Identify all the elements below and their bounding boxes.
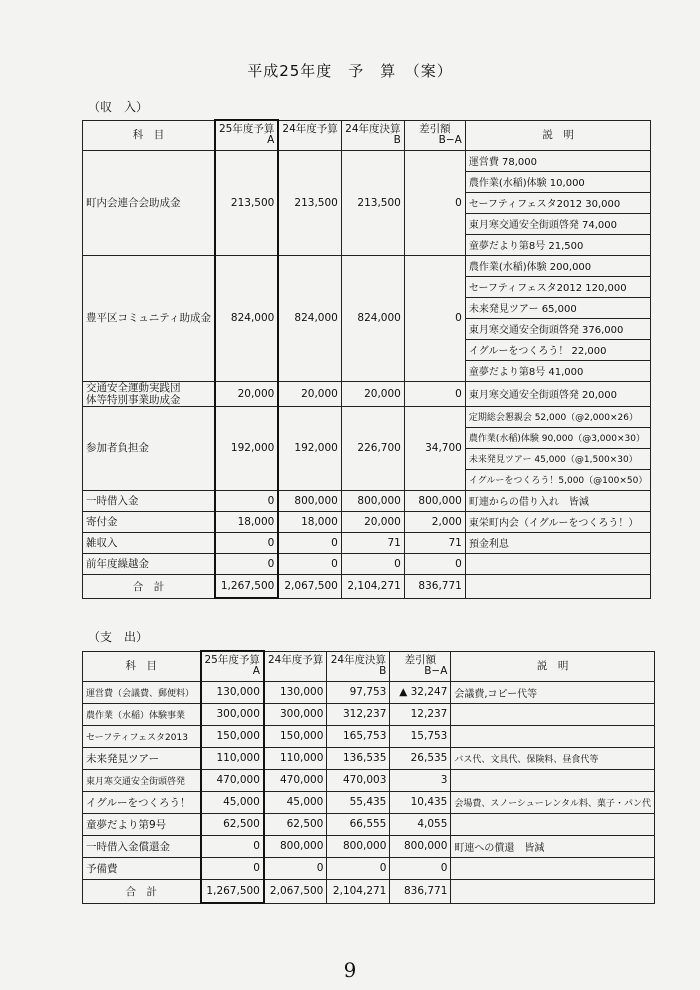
- expense-budget25: 62,500: [201, 813, 264, 835]
- expense-result24: 136,535: [327, 747, 390, 769]
- income-row: [83, 511, 651, 532]
- expense-item: 予備費: [83, 857, 201, 879]
- expense-budget24: 300,000: [264, 703, 327, 725]
- expense-budget24: 110,000: [264, 747, 327, 769]
- expense-item: 農作業（水稲）体験事業: [83, 703, 201, 725]
- expense-diff: 0: [390, 857, 451, 879]
- expense-desc: 会場費、スノーシューレンタル料、菓子・パン代: [451, 791, 655, 813]
- income-row: [83, 150, 651, 171]
- income-diff: 71: [404, 532, 465, 553]
- expense-budget24: 470,000: [264, 769, 327, 791]
- income-diff: 2,000: [404, 511, 465, 532]
- expense-desc: [451, 769, 655, 791]
- income-budget25: 0: [215, 553, 278, 574]
- expense-desc: [451, 857, 655, 879]
- income-result24: 0: [341, 553, 404, 574]
- income-item: 参加者負担金: [83, 406, 215, 490]
- income-total-budget24: 2,067,500: [278, 574, 341, 598]
- expense-row: [83, 791, 655, 813]
- income-result24: 226,700: [341, 406, 404, 490]
- expense-budget24: 45,000: [264, 791, 327, 813]
- expense-row: [83, 747, 655, 769]
- expense-total-label: 合 計: [83, 879, 201, 903]
- income-total-row: [83, 574, 651, 598]
- income-desc: 町連からの借り入れ 皆減: [465, 490, 651, 511]
- expense-header-budget25: 25年度予算 A: [201, 651, 264, 681]
- income-result24: 20,000: [341, 381, 404, 406]
- income-desc: セーフティフェスタ2012 30,000: [465, 192, 651, 213]
- income-header-desc: 説 明: [465, 120, 651, 150]
- income-item: 前年度繰越金: [83, 553, 215, 574]
- income-total-diff: 836,771: [404, 574, 465, 598]
- income-header-diff: 差引額 B−A: [404, 120, 465, 150]
- income-header-budget24: 24年度予算: [278, 120, 341, 150]
- income-result24: 824,000: [341, 255, 404, 381]
- expense-item: イグルーをつくろう！: [83, 791, 201, 813]
- income-diff: 0: [404, 255, 465, 381]
- income-budget24: 0: [278, 553, 341, 574]
- income-result24: 71: [341, 532, 404, 553]
- expense-total-desc: [451, 879, 655, 903]
- expense-item: 運営費（会議費、郵便料）: [83, 681, 201, 703]
- income-result24: 213,500: [341, 150, 404, 255]
- income-heading: （収 入）: [88, 100, 149, 114]
- expense-row: [83, 703, 655, 725]
- income-row: [83, 381, 651, 406]
- income-item: 町内会連合会助成金: [83, 150, 215, 255]
- expense-result24: 55,435: [327, 791, 390, 813]
- income-desc: 童夢だより第8号 41,000: [465, 360, 651, 381]
- expense-diff: 800,000: [390, 835, 451, 857]
- expense-budget25: 150,000: [201, 725, 264, 747]
- expense-desc: [451, 703, 655, 725]
- expense-total-result24: 2,104,271: [327, 879, 390, 903]
- income-item: 豊平区コミュニティ助成金: [83, 255, 215, 381]
- expense-budget25: 130,000: [201, 681, 264, 703]
- income-desc: イグルーをつくろう！5,000（@100×50）: [465, 469, 651, 490]
- income-header-item: 科 目: [83, 120, 215, 150]
- expense-header-item: 科 目: [83, 651, 201, 681]
- income-item: 一時借入金: [83, 490, 215, 511]
- income-diff: 0: [404, 553, 465, 574]
- expense-budget25: 45,000: [201, 791, 264, 813]
- income-desc: [465, 553, 651, 574]
- income-diff: 800,000: [404, 490, 465, 511]
- expense-row: [83, 681, 655, 703]
- income-desc: イグルーをつくろう！ 22,000: [465, 339, 651, 360]
- income-budget25: 0: [215, 532, 278, 553]
- income-budget24: 192,000: [278, 406, 341, 490]
- expense-header-diff: 差引額 B−A: [390, 651, 451, 681]
- expense-total-budget24: 2,067,500: [264, 879, 327, 903]
- income-desc: 東月寒交通安全街頭啓発 376,000: [465, 318, 651, 339]
- expense-diff: ▲ 32,247: [390, 681, 451, 703]
- expense-item: 東月寒交通安全街頭啓発: [83, 769, 201, 791]
- income-item: 雑収入: [83, 532, 215, 553]
- income-budget25: 824,000: [215, 255, 278, 381]
- income-total-result24: 2,104,271: [341, 574, 404, 598]
- expense-item: セーフティフェスタ2013: [83, 725, 201, 747]
- income-row: [83, 255, 651, 276]
- expense-diff: 3: [390, 769, 451, 791]
- expense-row: [83, 725, 655, 747]
- expense-diff: 10,435: [390, 791, 451, 813]
- income-item: 交通安全運動実践団 体等特別事業助成金: [83, 381, 215, 406]
- income-total-budget25: 1,267,500: [215, 574, 278, 598]
- income-budget24: 800,000: [278, 490, 341, 511]
- expense-budget24: 150,000: [264, 725, 327, 747]
- expense-header-desc: 説 明: [451, 651, 655, 681]
- income-diff: 0: [404, 381, 465, 406]
- income-result24: 800,000: [341, 490, 404, 511]
- expense-budget24: 0: [264, 857, 327, 879]
- income-diff: 34,700: [404, 406, 465, 490]
- income-desc: 童夢だより第8号 21,500: [465, 234, 651, 255]
- expense-item: 一時借入金償還金: [83, 835, 201, 857]
- income-budget24: 213,500: [278, 150, 341, 255]
- expense-row: [83, 769, 655, 791]
- income-diff: 0: [404, 150, 465, 255]
- expense-result24: 470,003: [327, 769, 390, 791]
- income-budget24: 824,000: [278, 255, 341, 381]
- income-row: [83, 406, 651, 427]
- income-desc: 農作業(水稲)体験 200,000: [465, 255, 651, 276]
- expense-result24: 0: [327, 857, 390, 879]
- income-table: [82, 119, 651, 599]
- income-budget25: 18,000: [215, 511, 278, 532]
- expense-budget24: 130,000: [264, 681, 327, 703]
- income-budget25: 0: [215, 490, 278, 511]
- expense-desc: [451, 813, 655, 835]
- page-title: 平成25年度 予 算 （案）: [247, 62, 453, 80]
- income-desc: 預金利息: [465, 532, 651, 553]
- expense-diff: 12,237: [390, 703, 451, 725]
- expense-budget25: 110,000: [201, 747, 264, 769]
- income-desc: 東栄町内会（イグルーをつくろう！）: [465, 511, 651, 532]
- expense-result24: 97,753: [327, 681, 390, 703]
- income-desc: 未来発見ツアー 65,000: [465, 297, 651, 318]
- expense-heading: （支 出）: [88, 630, 149, 644]
- income-total-label: 合 計: [83, 574, 215, 598]
- expense-diff: 15,753: [390, 725, 451, 747]
- income-row: [83, 532, 651, 553]
- income-desc: 運営費 78,000: [465, 150, 651, 171]
- income-desc: 農作業(水稲)体験 90,000（@3,000×30）: [465, 427, 651, 448]
- expense-table: [82, 650, 655, 904]
- expense-diff: 26,535: [390, 747, 451, 769]
- income-desc: 東月寒交通安全街頭啓発 74,000: [465, 213, 651, 234]
- expense-budget25: 470,000: [201, 769, 264, 791]
- expense-budget24: 62,500: [264, 813, 327, 835]
- expense-item: 未来発見ツアー: [83, 747, 201, 769]
- income-row: [83, 490, 651, 511]
- expense-budget24: 800,000: [264, 835, 327, 857]
- expense-diff: 4,055: [390, 813, 451, 835]
- expense-budget25: 0: [201, 835, 264, 857]
- expense-item: 童夢だより第9号: [83, 813, 201, 835]
- expense-result24: 66,555: [327, 813, 390, 835]
- income-desc: 東月寒交通安全街頭啓発 20,000: [465, 381, 651, 406]
- income-desc: セーフティフェスタ2012 120,000: [465, 276, 651, 297]
- expense-total-diff: 836,771: [390, 879, 451, 903]
- expense-budget25: 300,000: [201, 703, 264, 725]
- expense-row: [83, 835, 655, 857]
- expense-desc: バス代、文具代、保険料、昼食代等: [451, 747, 655, 769]
- expense-header-result24: 24年度決算 B: [327, 651, 390, 681]
- income-budget24: 0: [278, 532, 341, 553]
- income-budget25: 192,000: [215, 406, 278, 490]
- income-header-result24: 24年度決算 B: [341, 120, 404, 150]
- expense-result24: 800,000: [327, 835, 390, 857]
- income-item: 寄付金: [83, 511, 215, 532]
- income-total-desc: [465, 574, 651, 598]
- income-row: [83, 553, 651, 574]
- income-budget25: 213,500: [215, 150, 278, 255]
- expense-desc: [451, 725, 655, 747]
- income-desc: 農作業(水稲)体験 10,000: [465, 171, 651, 192]
- expense-budget25: 0: [201, 857, 264, 879]
- income-header-budget25: 25年度予算 A: [215, 120, 278, 150]
- expense-result24: 165,753: [327, 725, 390, 747]
- expense-total-budget25: 1,267,500: [201, 879, 264, 903]
- page-number: 9: [343, 958, 357, 982]
- expense-desc: 会議費,コピー代等: [451, 681, 655, 703]
- income-budget25: 20,000: [215, 381, 278, 406]
- expense-row: [83, 813, 655, 835]
- income-result24: 20,000: [341, 511, 404, 532]
- expense-desc: 町連への償還 皆減: [451, 835, 655, 857]
- income-budget24: 20,000: [278, 381, 341, 406]
- expense-header-budget24: 24年度予算: [264, 651, 327, 681]
- income-budget24: 18,000: [278, 511, 341, 532]
- expense-result24: 312,237: [327, 703, 390, 725]
- expense-row: [83, 857, 655, 879]
- income-desc: 未来発見ツアー 45,000（@1,500×30）: [465, 448, 651, 469]
- income-desc: 定期総会懇親会 52,000（@2,000×26）: [465, 406, 651, 427]
- expense-total-row: [83, 879, 655, 903]
